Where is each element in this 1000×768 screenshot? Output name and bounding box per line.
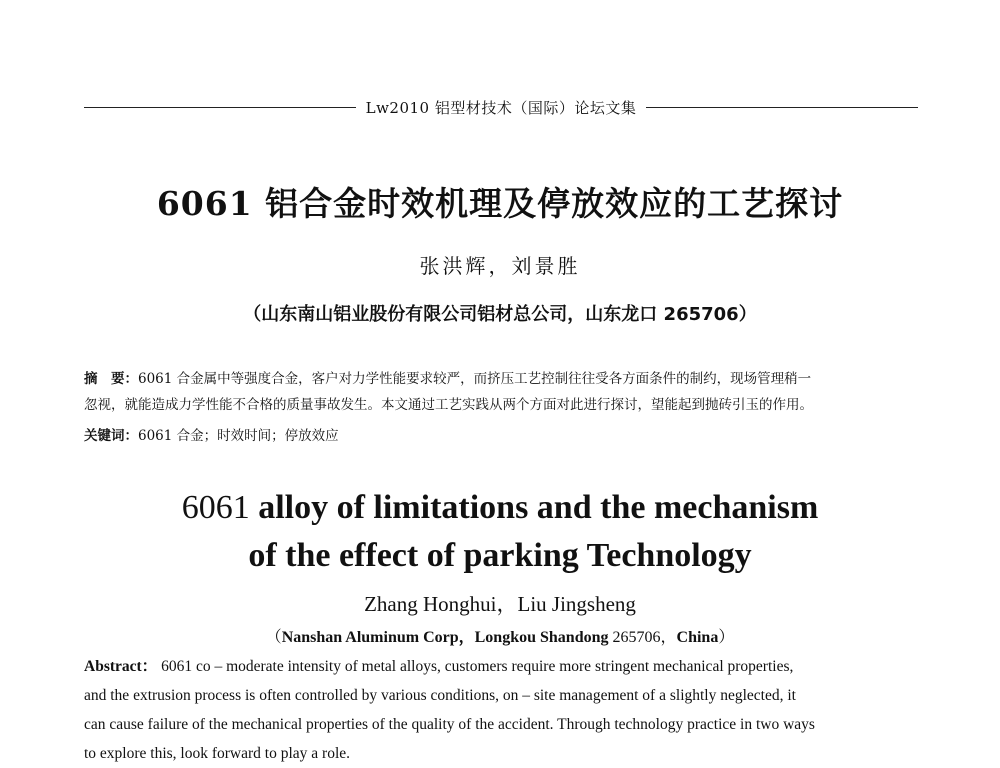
english-authors: Zhang Honghui，Liu Jingsheng xyxy=(364,592,636,616)
english-abstract-text-1: 6061 co – moderate intensity of metal alloys, customers require more stringent mechanical properties, xyxy=(157,658,794,675)
english-abstract-text-3: can cause failure of the mechanical properties of the quality of the accident. Through technology practice in two ways xyxy=(84,716,815,733)
chinese-abstract-line xyxy=(84,366,918,392)
english-title-number: 6061 xyxy=(181,489,250,526)
chinese-affiliation: （山东南山铝业股份有限公司铝材总公司，山东龙口 265706） xyxy=(243,304,757,325)
english-affiliation xyxy=(0,624,1000,647)
header-text: Lw2010 铝型材技术（国际）论坛文集 xyxy=(365,98,637,117)
header-rule-right xyxy=(646,107,918,108)
english-title-line-1 xyxy=(0,484,1000,532)
english-title-text-1: alloy of limitations and the mechanism xyxy=(249,489,819,526)
chinese-keywords-text: 6061 合金；时效时间；停放效应 xyxy=(138,428,339,444)
chinese-keywords-label: 关键词： xyxy=(84,428,138,444)
english-title-line-2: of the effect of parking Technology xyxy=(248,537,752,574)
chinese-abstract-label: 摘 要： xyxy=(84,371,138,387)
chinese-abstract-text-2: 忽视，就能造成力学性能不合格的质量事故发生。本文通过工艺实践从两个方面对此进行探讨，望能起到抛砖引玉的作用。 xyxy=(84,397,813,413)
affil-open-paren: （ xyxy=(265,629,282,646)
affil-org: Nanshan Aluminum Corp，Longkou Shandong xyxy=(281,629,609,646)
english-abstract-text-2: and the extrusion process is often controlled by various conditions, on – site management of a slightly neglected, it xyxy=(84,687,796,704)
affil-country: China xyxy=(676,629,719,646)
english-abstract xyxy=(84,652,918,768)
chinese-authors: 张洪辉，刘景胜 xyxy=(419,254,581,278)
english-abstract-label: Abstract： xyxy=(84,658,158,675)
chinese-keywords xyxy=(84,424,918,448)
english-title xyxy=(0,484,1000,580)
affil-postcode: 265706， xyxy=(608,629,677,646)
affil-close-paren: ） xyxy=(718,629,735,646)
english-abstract-line-1 xyxy=(84,652,918,681)
running-header xyxy=(84,93,918,121)
chinese-abstract xyxy=(84,366,918,418)
chinese-abstract-text-1: 6061 合金属中等强度合金，客户对力学性能要求较严，而挤压工艺控制往往受各方面条件的制约，现场管理稍一 xyxy=(138,371,812,387)
chinese-title: 6061 铝合金时效机理及停放效应的工艺探讨 xyxy=(156,184,844,223)
header-rule-left xyxy=(84,107,356,108)
english-abstract-text-4: to explore this, look forward to play a role. xyxy=(84,745,351,762)
